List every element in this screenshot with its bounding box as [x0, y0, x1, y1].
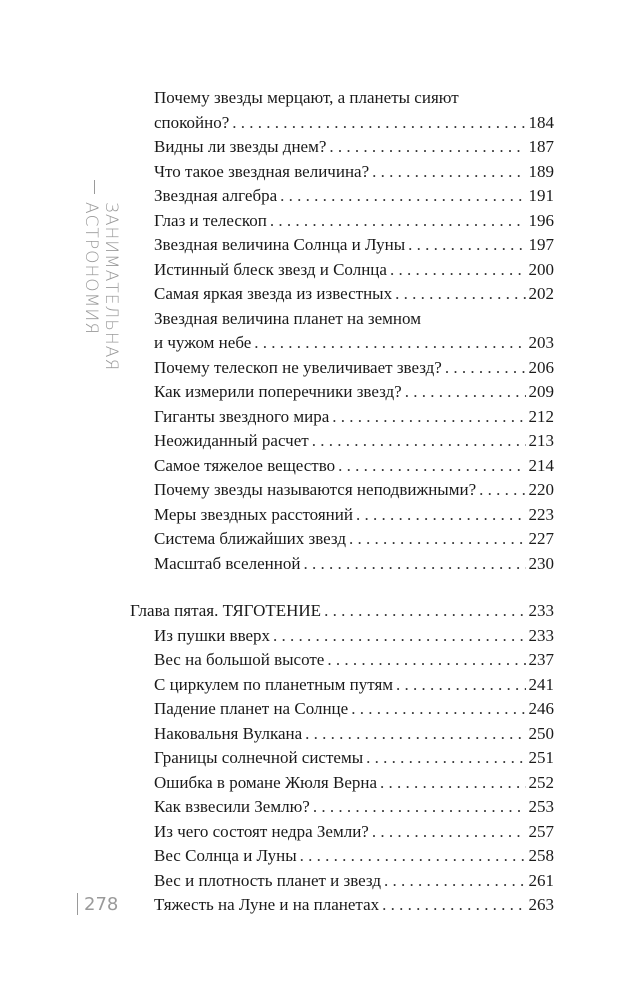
toc-entry[interactable]: [130, 405, 554, 430]
dot-leader: [405, 380, 526, 405]
toc-entry[interactable]: [130, 673, 554, 698]
dot-leader: [327, 648, 525, 673]
toc-entry[interactable]: [130, 771, 554, 796]
table-of-contents: [130, 86, 554, 918]
dot-leader: [254, 331, 525, 356]
toc-entry[interactable]: [130, 135, 554, 160]
entry-page: 246: [528, 699, 554, 718]
toc-section-gravity: [130, 624, 554, 918]
entry-title: Гиганты звездного мира: [154, 406, 330, 426]
entry-page: 230: [528, 553, 554, 573]
toc-entry[interactable]: [130, 795, 554, 820]
entry-page: 251: [528, 748, 554, 767]
entry-title: Неожиданный расчет: [154, 431, 309, 450]
toc-entry[interactable]: [130, 552, 554, 577]
dot-leader: [408, 233, 525, 258]
entry-title: Почему звезды называются неподвижными?: [154, 480, 477, 499]
toc-entry[interactable]: [130, 722, 554, 747]
toc-entry[interactable]: [130, 697, 554, 722]
entry-title: Самая яркая звезда из известных: [154, 284, 393, 303]
entry-page: 263: [528, 895, 554, 914]
header-divider: [94, 180, 95, 194]
entry-title: Что такое звездная величина?: [154, 161, 370, 181]
entry-page: 206: [528, 357, 554, 377]
entry-page: 220: [528, 480, 554, 499]
toc-entry[interactable]: [130, 356, 554, 381]
toc-entry[interactable]: [130, 209, 554, 234]
dot-leader: [396, 673, 525, 698]
dot-leader: [382, 893, 525, 918]
entry-page: 233: [528, 625, 554, 645]
dot-leader: [351, 697, 525, 722]
book-title-vertical: ЗАНИМАТЕЛЬНАЯ АСТРОНОМИЯ: [81, 202, 121, 372]
entry-title: С циркулем по планетным путям: [154, 674, 394, 694]
dot-leader: [356, 503, 526, 528]
entry-title: Границы солнечной системы: [154, 748, 364, 767]
entry-page: 212: [528, 406, 554, 426]
entry-title: Звездная алгебра: [154, 186, 278, 205]
dot-leader: [303, 552, 525, 577]
toc-entry[interactable]: [130, 380, 554, 405]
entry-title: Наковальня Вулкана: [154, 723, 303, 743]
entry-title: спокойно?: [154, 112, 230, 132]
toc-entry[interactable]: [130, 160, 554, 185]
entry-page: 261: [528, 870, 554, 890]
entry-page: 237: [528, 650, 554, 669]
toc-entry[interactable]: [130, 454, 554, 479]
entry-page: 184: [528, 112, 554, 132]
entry-title: Тяжесть на Луне и на планетах: [154, 895, 380, 914]
toc-entry[interactable]: [130, 282, 554, 307]
dot-leader: [366, 746, 525, 771]
toc-entry[interactable]: [130, 233, 554, 258]
entry-page: 258: [528, 846, 554, 865]
entry-title: Звездная величина Солнца и Луны: [154, 235, 406, 254]
entry-page: 213: [528, 431, 554, 450]
dot-leader: [324, 599, 525, 624]
entry-page: 252: [528, 772, 554, 792]
entry-page: 189: [528, 161, 554, 181]
dot-leader: [338, 454, 525, 479]
toc-entry[interactable]: [130, 624, 554, 649]
dot-leader: [332, 405, 525, 430]
dot-leader: [390, 258, 526, 283]
entry-page: 200: [528, 259, 554, 279]
entry-page: 223: [528, 504, 554, 524]
dot-leader: [232, 111, 525, 136]
entry-page: 197: [528, 235, 554, 254]
toc-entry[interactable]: [130, 478, 554, 503]
dot-leader: [312, 429, 526, 454]
entry-title: Масштаб вселенной: [154, 553, 301, 573]
toc-entry[interactable]: [130, 184, 554, 209]
toc-entry[interactable]: [130, 844, 554, 869]
entry-page: 253: [528, 797, 554, 816]
dot-leader: [479, 478, 525, 503]
entry-title: Из чего состоят недра Земли?: [154, 821, 369, 841]
entry-title: Вес Солнца и Луны: [154, 846, 297, 865]
entry-page: 214: [528, 455, 554, 475]
entry-page: 203: [528, 333, 554, 352]
entry-title: Вес и плотность планет и звезд: [154, 870, 381, 890]
toc-entry[interactable]: [130, 503, 554, 528]
entry-title: Как измерили поперечники звезд?: [154, 382, 402, 401]
dot-leader: [270, 209, 526, 234]
entry-title: и чужом небе: [154, 333, 252, 352]
entry-page: 227: [528, 529, 554, 548]
toc-entry[interactable]: [130, 331, 554, 356]
toc-entry[interactable]: [130, 648, 554, 673]
dot-leader: [372, 160, 525, 185]
dot-leader: [380, 771, 525, 796]
toc-entry[interactable]: [130, 820, 554, 845]
toc-section-stars: [130, 86, 554, 576]
toc-entry[interactable]: [130, 527, 554, 552]
dot-leader: [349, 527, 526, 552]
dot-leader: [395, 282, 525, 307]
dot-leader: [329, 135, 525, 160]
toc-entry[interactable]: [130, 869, 554, 894]
dot-leader: [280, 184, 525, 209]
dot-leader: [305, 722, 525, 747]
entry-title: Падение планет на Солнце: [154, 699, 349, 718]
entry-page: 187: [528, 137, 554, 156]
dot-leader: [300, 844, 526, 869]
entry-title: Самое тяжелое вещество: [154, 455, 336, 475]
dot-leader: [372, 820, 526, 845]
entry-title: Глаз и телескоп: [154, 210, 267, 230]
entry-page: 191: [528, 186, 554, 205]
section-gap: [130, 576, 554, 599]
page-number-block: [77, 892, 118, 916]
entry-page: 209: [528, 382, 554, 401]
toc-entry-line[interactable]: Почему звезды мерцают, а планеты сияют: [154, 88, 459, 107]
entry-page: 250: [528, 723, 554, 743]
dot-leader: [273, 624, 525, 649]
dot-leader: [384, 869, 526, 894]
entry-title: Видны ли звезды днем?: [154, 137, 327, 156]
chapter-title: Глава пятая. ТЯГОТЕНИЕ: [130, 601, 322, 620]
chapter-heading[interactable]: [130, 599, 554, 624]
running-header: [81, 180, 121, 470]
entry-page: 257: [528, 821, 554, 841]
entry-title: Из пушки вверх: [154, 625, 271, 645]
entry-title: Система ближайших звезд: [154, 529, 346, 548]
toc-entry[interactable]: [130, 893, 554, 918]
entry-title: Истинный блеск звезд и Солнца: [154, 259, 387, 279]
entry-title: Вес на большой высоте: [154, 650, 325, 669]
entry-page: 241: [528, 674, 554, 694]
entry-title: Как взвесили Землю?: [154, 797, 310, 816]
entry-page: 196: [528, 210, 554, 230]
entry-title: Меры звездных расстояний: [154, 504, 353, 524]
dot-leader: [445, 356, 526, 381]
dot-leader: [313, 795, 526, 820]
toc-entry[interactable]: [130, 429, 554, 454]
toc-entry[interactable]: [130, 111, 554, 136]
page-number: 278: [84, 893, 119, 915]
toc-entry[interactable]: [130, 746, 554, 771]
chapter-page: 233: [528, 601, 554, 620]
entry-title: Ошибка в романе Жюля Верна: [154, 772, 378, 792]
entry-page: 202: [528, 284, 554, 303]
page-number-divider: [77, 893, 78, 915]
toc-entry[interactable]: [130, 258, 554, 283]
toc-entry-line[interactable]: Звездная величина планет на земном: [154, 308, 421, 328]
entry-title: Почему телескоп не увеличивает звезд?: [154, 357, 442, 377]
